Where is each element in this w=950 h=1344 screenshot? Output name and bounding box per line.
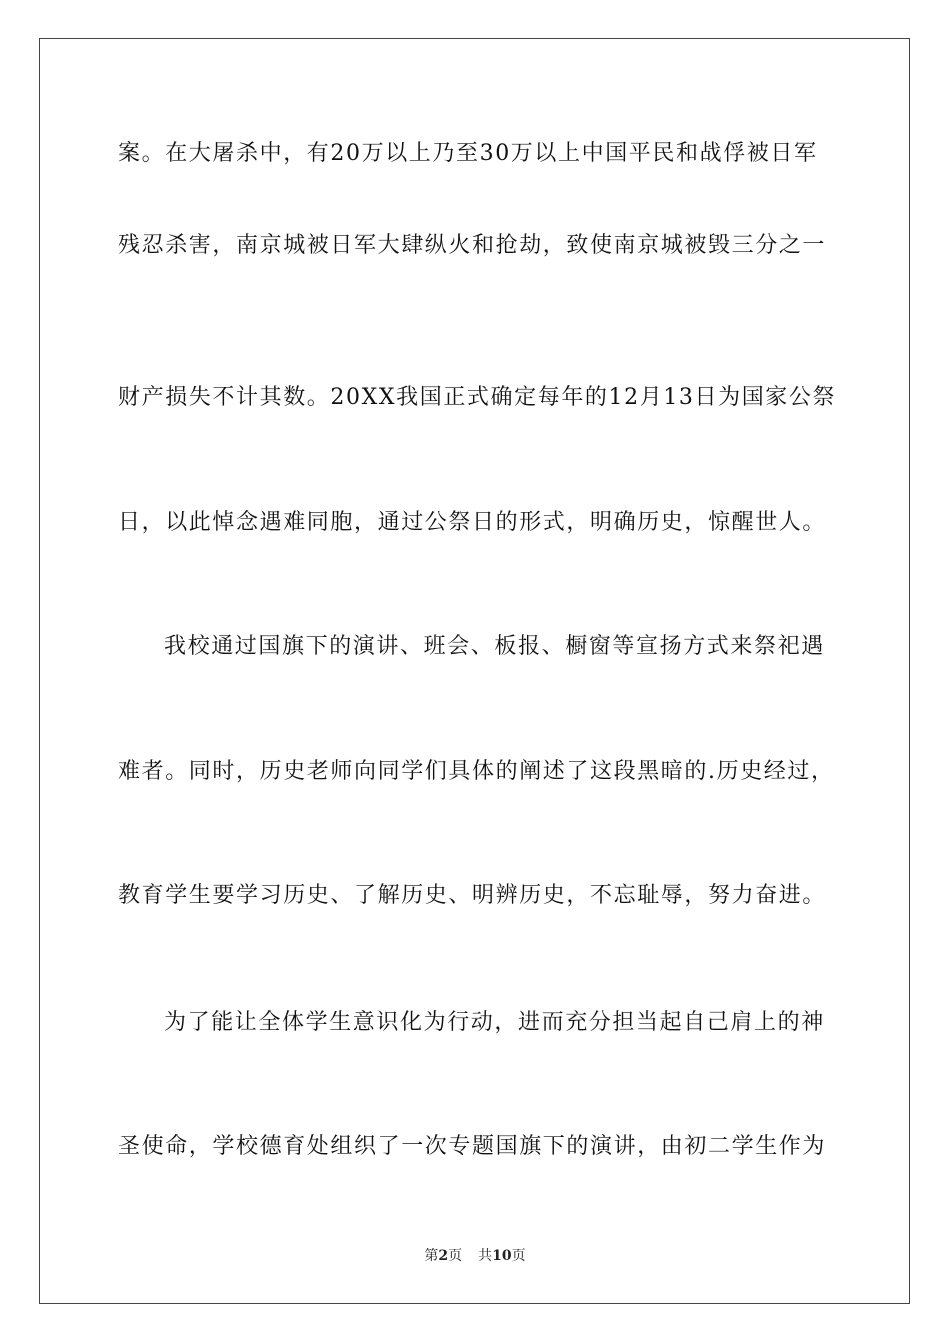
body-line-8: 为了能让全体学生意识化为行动，进而充分担当起自己肩上的神 — [164, 1010, 825, 1035]
footer-total-prefix: 共 — [478, 1248, 493, 1264]
body-line-5: 我校通过国旗下的演讲、班会、板报、橱窗等宣扬方式来祭祀遇 — [164, 634, 825, 659]
footer-total-suffix: 页 — [511, 1248, 526, 1264]
page-border — [39, 38, 910, 1304]
body-line-7: 教育学生要学习历史、了解历史、明辨历史，不忘耻辱，努力奋进。 — [118, 883, 827, 908]
body-line-6: 难者。同时，历史老师向同学们具体的阐述了这段黑暗的.历史经过， — [118, 759, 835, 784]
footer-total-number: 10 — [492, 1248, 512, 1264]
body-line-4: 日，以此悼念遇难同胞，通过公祭日的形式，明确历史，惊醒世人。 — [118, 510, 827, 535]
footer-page-suffix: 页 — [448, 1248, 463, 1264]
page-footer — [0, 1247, 950, 1265]
body-line-9: 圣使命，学校德育处组织了一次专题国旗下的演讲，由初二学生作为 — [118, 1134, 827, 1159]
body-line-1: 案。在大屠杀中，有20万以上乃至30万以上中国平民和战俘被日军 — [118, 141, 818, 166]
footer-page-number: 2 — [438, 1248, 449, 1264]
footer-page-prefix: 第 — [424, 1248, 439, 1264]
body-line-3: 财产损失不计其数。20XX我国正式确定每年的12月13日为国家公祭 — [118, 385, 837, 410]
body-line-2: 残忍杀害，南京城被日军大肆纵火和抢劫，致使南京城被毁三分之一 — [118, 233, 827, 258]
